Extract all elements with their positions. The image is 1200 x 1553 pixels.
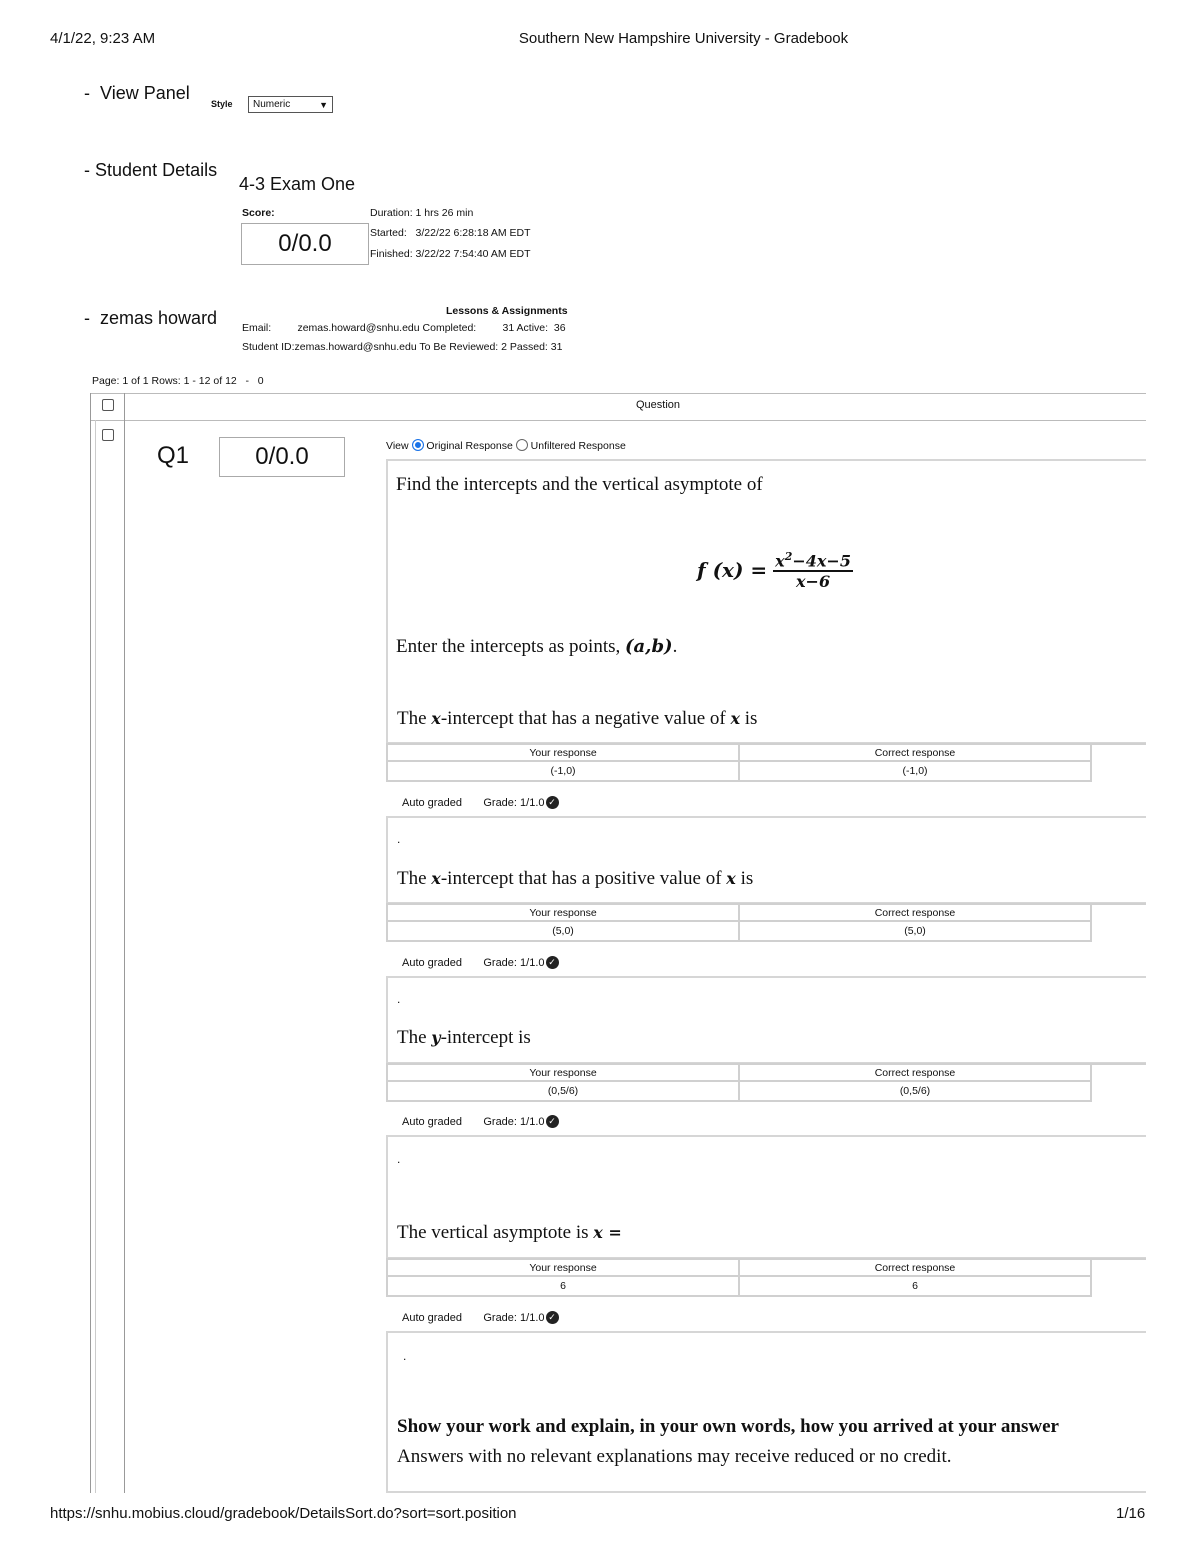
- part-3-var: y: [431, 1028, 441, 1047]
- part-1-pre: The: [397, 708, 427, 729]
- part-1-response-table: [386, 743, 1092, 782]
- part-2-correct-response: (5,0): [739, 921, 1091, 941]
- part-2-post: is: [740, 868, 754, 889]
- unfiltered-response-radio[interactable]: [516, 439, 528, 451]
- question-prompt-box: [386, 459, 1146, 744]
- formula-fraction: [773, 548, 853, 592]
- grade-label: Grade: 1/1.0: [483, 796, 545, 809]
- exam-title: 4-3 Exam One: [239, 174, 356, 194]
- review-label: To Be Reviewed:: [419, 341, 499, 353]
- table-extension-line: [1092, 1063, 1146, 1065]
- points-instruction: [396, 636, 677, 658]
- part-2-prompt: [397, 868, 753, 890]
- checkbox-column-border: [124, 393, 125, 1493]
- finished-label: Finished:: [370, 248, 413, 260]
- part-1-prompt: [397, 708, 757, 730]
- part-4-pre: The vertical asymptote is: [397, 1222, 589, 1243]
- formula-numerator: [773, 548, 853, 572]
- table-extension-line: [1092, 743, 1146, 745]
- points-instruction-period: .: [672, 636, 678, 657]
- part-4-var: x =: [593, 1223, 622, 1242]
- started-value: 3/22/22 6:28:18 AM EDT: [415, 227, 531, 239]
- part-1-var2: x: [730, 709, 741, 728]
- passed-value: 31: [550, 341, 563, 353]
- score-label: Score:: [242, 207, 275, 219]
- part-3-response-table: [386, 1063, 1092, 1102]
- pager-dash[interactable]: -: [245, 375, 250, 387]
- check-circle-icon: ✓: [546, 956, 559, 969]
- student-details-title: Student Details: [95, 160, 218, 180]
- header-bottom-border: [90, 420, 1146, 421]
- pager-text: Page: 1 of 1 Rows: 1 - 12 of 12: [92, 375, 237, 387]
- duration-value: 1 hrs 26 min: [415, 207, 474, 219]
- part-3-box: [386, 976, 1146, 1064]
- student-id-label: Student ID:: [242, 341, 295, 353]
- duration-row: [370, 207, 473, 219]
- part-3-mid: -intercept is: [440, 1027, 531, 1048]
- pager: [92, 375, 264, 387]
- collapse-toggle[interactable]: -: [84, 308, 90, 328]
- part-3-your-response: (0,5/6): [387, 1081, 739, 1101]
- student-details-header[interactable]: [84, 160, 217, 181]
- part-4-correct-response: 6: [739, 1276, 1091, 1296]
- row-checkbox[interactable]: [102, 429, 114, 441]
- part-4-dot: .: [397, 1152, 401, 1166]
- pager-zero[interactable]: 0: [257, 375, 264, 387]
- part-4-grade: [402, 1311, 559, 1324]
- view-label: View: [386, 440, 409, 452]
- auto-graded-label: Auto graded: [402, 1311, 462, 1324]
- print-title: Southern New Hampshire University - Gradebook: [518, 30, 849, 47]
- show-work-dot: .: [403, 1349, 407, 1363]
- show-work-instruction: Show your work and explain, in your own words, how you arrived at your answer: [397, 1416, 1059, 1437]
- grade-label: Grade: 1/1.0: [483, 956, 545, 969]
- function-formula: [697, 548, 853, 592]
- grade-label: Grade: 1/1.0: [483, 1311, 545, 1324]
- your-response-header: Your response: [387, 1259, 739, 1276]
- part-3-pre: The: [397, 1027, 427, 1048]
- finished-value: 3/22/22 7:54:40 AM EDT: [415, 248, 531, 260]
- active-value: 36: [553, 322, 566, 334]
- check-circle-icon: ✓: [546, 1311, 559, 1324]
- email-label: Email:: [242, 322, 272, 334]
- auto-graded-label: Auto graded: [402, 1115, 462, 1128]
- numerator-var: x: [775, 551, 785, 571]
- your-response-header: Your response: [387, 1064, 739, 1081]
- email-value: zemas.howard@snhu.edu: [297, 322, 420, 334]
- part-1-mid: -intercept that has a negative value of: [440, 708, 726, 729]
- question-column-header: Question: [635, 399, 681, 411]
- completed-value: 31: [502, 322, 515, 334]
- part-2-grade: [402, 956, 559, 969]
- style-label: Style: [211, 99, 233, 109]
- correct-response-header: Correct response: [739, 1259, 1091, 1276]
- part-4-response-table: [386, 1258, 1092, 1297]
- part-1-post: is: [744, 708, 758, 729]
- row-inner-border: [95, 420, 96, 1493]
- table-extension-line: [1092, 903, 1146, 905]
- show-work-box: [386, 1331, 1146, 1493]
- review-value: 2: [501, 341, 507, 353]
- print-page-number: 1/16: [1116, 1505, 1146, 1522]
- unfiltered-response-label[interactable]: Unfiltered Response: [530, 440, 626, 452]
- numerator-rest: −4x−5: [792, 551, 851, 571]
- auto-graded-label: Auto graded: [402, 796, 462, 809]
- table-top-border: [90, 393, 1146, 394]
- part-2-pre: The: [397, 868, 427, 889]
- question-number: Q1: [157, 442, 190, 469]
- part-2-your-response: (5,0): [387, 921, 739, 941]
- duration-label: Duration:: [370, 207, 413, 219]
- part-2-var: x: [431, 869, 441, 888]
- table-extension-line: [1092, 1258, 1146, 1260]
- part-2-mid: -intercept that has a positive value of: [440, 868, 722, 889]
- part-3-grade: [402, 1115, 559, 1128]
- formula-lhs: f (x) =: [697, 558, 768, 583]
- active-label: Active:: [516, 322, 549, 334]
- correct-response-header: Correct response: [739, 904, 1091, 921]
- collapse-toggle[interactable]: -: [84, 160, 90, 180]
- check-circle-icon: ✓: [546, 796, 559, 809]
- part-2-response-table: [386, 903, 1092, 942]
- points-instruction-math: (a,b): [625, 636, 673, 657]
- student-name: zemas howard: [100, 308, 218, 328]
- numerator-exponent: 2: [784, 550, 793, 563]
- points-instruction-text: Enter the intercepts as points,: [396, 636, 621, 657]
- exam-score-box: 0/0.0: [241, 223, 369, 265]
- view-toggle: [386, 439, 626, 452]
- part-1-grade: [402, 796, 559, 809]
- question-prompt: Find the intercepts and the vertical asymptote of: [396, 474, 763, 495]
- original-response-label[interactable]: Original Response: [426, 440, 513, 452]
- part-3-correct-response: (0,5/6): [739, 1081, 1091, 1101]
- completed-label: Completed:: [422, 322, 477, 334]
- formula-denominator: x−6: [796, 572, 831, 592]
- view-panel-header[interactable]: [84, 83, 190, 104]
- print-url: https://snhu.mobius.cloud/gradebook/DetailsSort.do?sort=sort.position: [50, 1505, 517, 1522]
- style-select[interactable]: [248, 96, 333, 113]
- part-1-var: x: [431, 709, 441, 728]
- question-score-box: 0/0.0: [219, 437, 345, 477]
- collapse-toggle[interactable]: -: [84, 83, 90, 103]
- passed-label: Passed:: [509, 341, 548, 353]
- style-select-value: Numeric: [253, 99, 291, 110]
- your-response-header: Your response: [387, 744, 739, 761]
- show-work-note: Answers with no relevant explanations may receive reduced or no credit.: [397, 1446, 952, 1467]
- started-row: [370, 227, 531, 239]
- part-3-dot: .: [397, 992, 401, 1006]
- part-4-your-response: 6: [387, 1276, 739, 1296]
- started-label: Started:: [370, 227, 407, 239]
- view-panel-title: View Panel: [100, 83, 190, 103]
- part-2-var2: x: [726, 869, 736, 888]
- finished-row: [370, 248, 531, 260]
- table-left-border: [90, 393, 91, 1493]
- part-3-prompt: [397, 1027, 531, 1049]
- part-2-box: [386, 816, 1146, 904]
- print-date: 4/1/22, 9:23 AM: [50, 30, 156, 47]
- part-1-your-response: (-1,0): [387, 761, 739, 781]
- student-id-value: zemas.howard@snhu.edu: [294, 341, 417, 353]
- original-response-radio[interactable]: [412, 439, 424, 451]
- your-response-header: Your response: [387, 904, 739, 921]
- check-circle-icon: ✓: [546, 1115, 559, 1128]
- select-all-checkbox[interactable]: [102, 399, 114, 411]
- email-row: [242, 322, 566, 334]
- auto-graded-label: Auto graded: [402, 956, 462, 969]
- grade-label: Grade: 1/1.0: [483, 1115, 545, 1128]
- student-header[interactable]: [84, 308, 217, 329]
- part-2-dot: .: [397, 832, 401, 846]
- part-1-correct-response: (-1,0): [739, 761, 1091, 781]
- lessons-title: Lessons & Assignments: [446, 305, 568, 317]
- student-id-row: [242, 341, 562, 353]
- correct-response-header: Correct response: [739, 1064, 1091, 1081]
- chevron-down-icon: ▼: [319, 99, 328, 110]
- part-4-prompt: [397, 1222, 622, 1244]
- correct-response-header: Correct response: [739, 744, 1091, 761]
